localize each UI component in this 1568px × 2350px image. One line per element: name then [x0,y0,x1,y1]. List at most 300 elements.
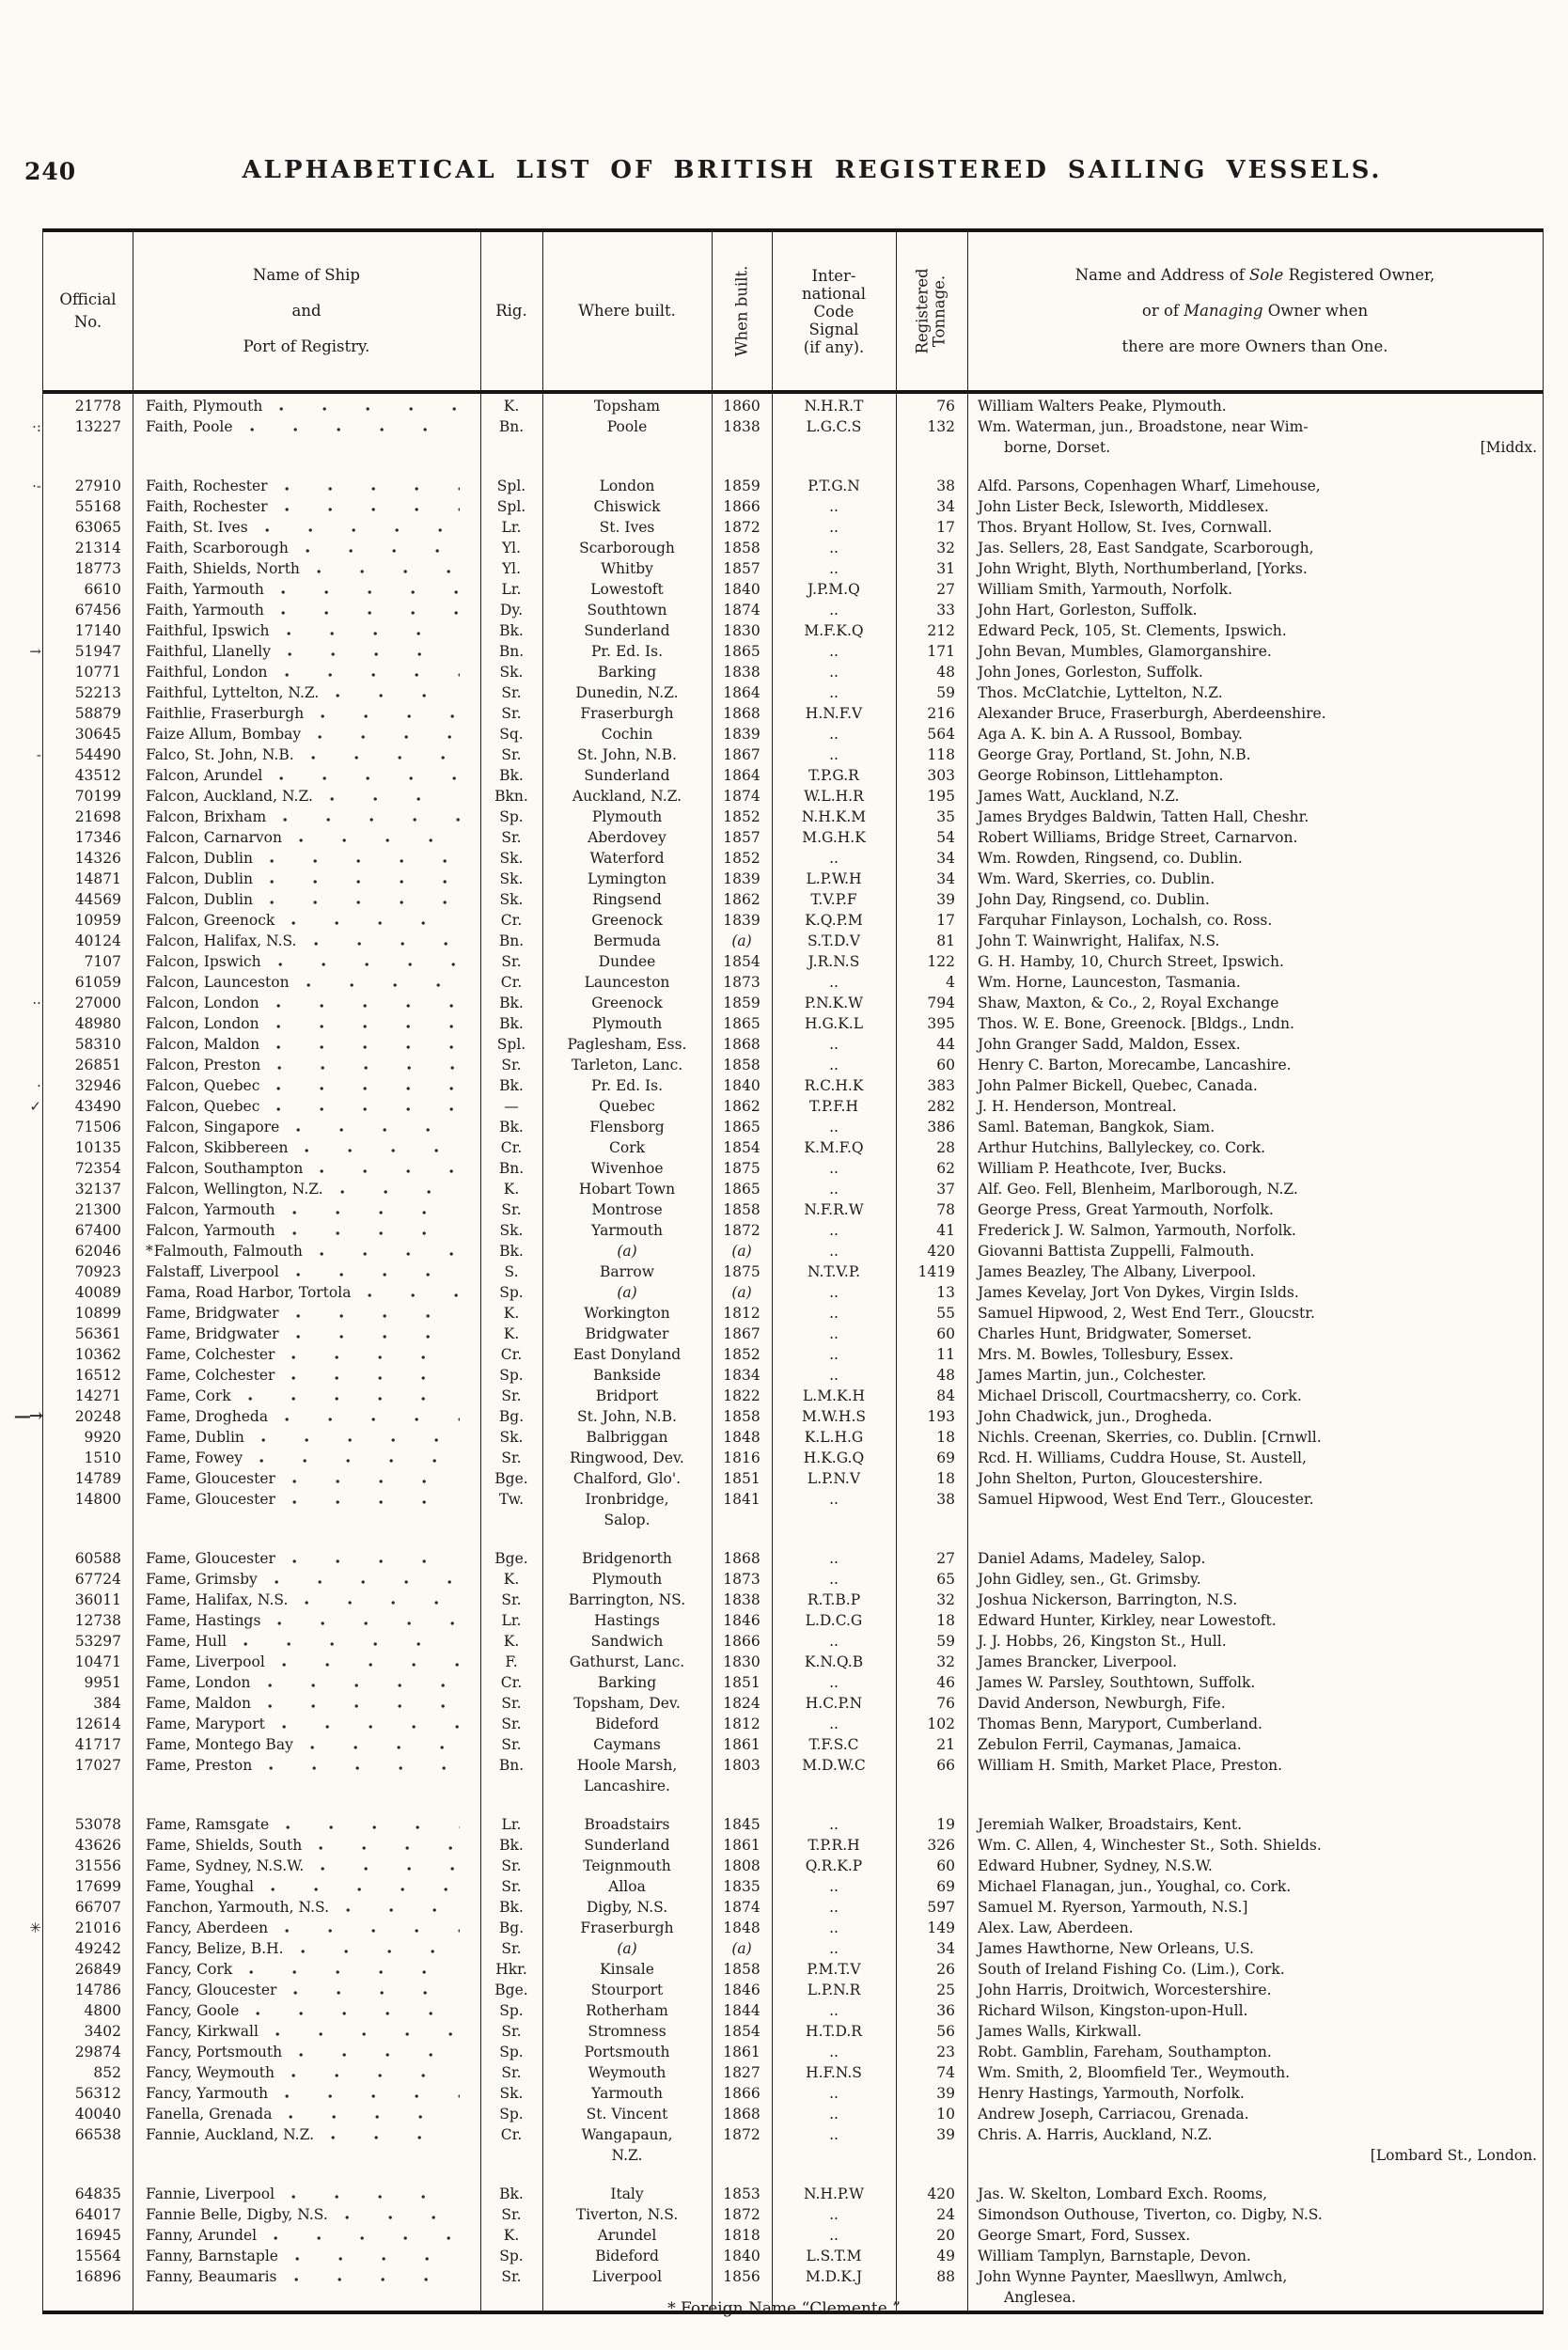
ship-name: Falcon, Halifax, N.S. [133,931,480,951]
code-signal: T.V.P.F [810,891,857,908]
tonnage: 38 [936,478,955,494]
when-built: 1841 [723,1491,760,1508]
tonnage: 420 [927,2186,955,2202]
when-built: 1861 [723,1837,760,1854]
dot-leader [321,1866,460,1872]
rig: Sr. [501,1878,522,1895]
official-no: ·· 27000 [32,995,121,1011]
code-signal: .. [829,2002,839,2019]
code-signal: .. [829,560,839,577]
table-row [43,1158,1543,1179]
rig: Bge. [494,1470,528,1487]
tonnage: 88 [936,2268,955,2285]
dot-leader [291,2194,460,2200]
code-signal: K.L.H.G [804,1429,864,1446]
table-row [43,1755,1543,1796]
where-built: Broadstairs [584,1816,670,1833]
where-built: Dunedin, N.Z. [575,684,679,701]
where-built: St. John, N.B. [577,1408,677,1425]
code-signal: .. [829,684,839,701]
dot-leader [291,1375,460,1381]
table-row [43,1137,1543,1158]
owner: John T. Wainwright, Halifax, N.S. [978,932,1220,949]
ship-name: Faize Allum, Bombay [133,724,480,744]
when-built: 1852 [723,1346,760,1363]
dot-leader [271,1887,460,1892]
ship-name: Fame, Colchester [133,1365,480,1386]
when-built: 1840 [723,1077,760,1094]
dot-leader [306,548,460,554]
tonnage: 27 [936,1550,955,1567]
official-no: 67456 [74,602,121,619]
official-no: 10959 [74,912,121,929]
official-no: 15564 [74,2248,121,2264]
ship-name: Falcon, Auckland, N.Z. [133,786,480,807]
when-built: 1851 [723,1674,760,1691]
tonnage: 84 [936,1387,955,1404]
dot-leader [270,879,460,885]
tonnage: 60 [936,1857,955,1874]
code-signal: .. [829,1181,839,1198]
when-built: 1859 [723,995,760,1011]
when-built: 1827 [723,2064,760,2081]
margin-mark: ✳ [29,1919,41,1936]
header-text-vertical: Registered Tonnage. [914,268,949,354]
code-signal: L.P.W.H [806,870,862,887]
table-row [43,517,1543,538]
owner: South of Ireland Fishing Co. (Lim.), Cork. [978,1961,1285,1978]
rig: Sr. [501,1736,522,1753]
dot-leader [295,2256,460,2262]
dot-leader [268,1683,460,1688]
owner: George Gray, Portland, St. John, N.B. [978,746,1251,763]
code-signal: W.L.H.R [804,788,864,805]
ship-name: Falcon, Dublin [133,848,480,869]
dot-leader [296,1127,460,1133]
rig: Sp. [499,2002,524,2019]
where-built: Topsham [593,398,661,415]
when-built: 1874 [723,1899,760,1916]
ship-name: Falco, St. John, N.B. [133,744,480,765]
dot-leader [345,2215,460,2220]
where-built: Launceston [584,974,670,991]
table-row [43,1693,1543,1714]
official-no: 64835 [74,2186,121,2202]
when-built: 1830 [723,1653,760,1670]
tonnage: 21 [936,1736,955,1753]
table-row [43,1672,1543,1693]
owner: Alex. Law, Aberdeen. [978,1919,1134,1936]
where-built: Sunderland [584,767,670,784]
table-row [43,2124,1543,2166]
owner: John Chadwick, jun., Drogheda. [978,1408,1213,1425]
official-no: 384 [93,1695,121,1712]
owner: Arthur Hutchins, Ballyleckey, co. Cork. [978,1139,1266,1156]
code-signal: .. [829,974,839,991]
dot-leader [368,1292,460,1298]
rig: Sr. [501,2023,522,2040]
rig: K. [503,1181,520,1198]
code-signal: .. [829,2126,839,2143]
tonnage: 60 [936,1325,955,1342]
when-built: 1872 [723,1222,760,1239]
ship-name: Fanny, Barnstaple [133,2246,480,2266]
ship-name: Fame, London [133,1672,480,1693]
table-header-row [43,232,1543,394]
tonnage: 212 [927,622,955,639]
ship-name: Fannie Belle, Digby, N.S. [133,2204,480,2225]
dot-leader [292,1499,460,1505]
table-row [43,1590,1543,1610]
row-group [43,1546,1543,1799]
when-built: 1858 [723,540,760,556]
dot-leader [311,755,460,760]
official-no: 9951 [84,1674,121,1691]
header-text: Inter- [811,266,856,285]
table-row [43,703,1543,724]
owner: Richard Wilson, Kingston-upon-Hull. [978,2002,1248,2019]
rig: Bk. [499,1243,524,1260]
rig: K. [503,1325,520,1342]
where-built: Cork [609,1139,645,1156]
code-signal: T.P.G.R [808,767,859,784]
when-built: 1873 [723,974,760,991]
table-row [43,931,1543,951]
when-built: 1824 [723,1695,760,1712]
owner: Chris. A. Harris, Auckland, N.Z. [Lombard St., London. [978,2126,1537,2164]
table-row [32,993,1543,1013]
when-built: 1830 [723,622,760,639]
rig: Sr. [501,684,522,701]
ship-name: Fame, Hull [133,1631,480,1652]
code-signal: .. [829,602,839,619]
tonnage: 1419 [917,1263,955,1280]
owner: Aga A. K. bin A. A Russool, Bombay. [978,726,1243,743]
dot-leader [305,1148,460,1153]
tonnage: 383 [927,1077,955,1094]
code-signal: M.D.K.J [805,2268,863,2285]
owner: William Tamplyn, Barnstaple, Devon. [978,2248,1251,2264]
tonnage: 18 [936,1470,955,1487]
tonnage: 303 [927,767,955,784]
tonnage: 34 [936,870,955,887]
when-built: 1818 [723,2227,760,2244]
where-built: Workington [584,1305,670,1322]
dot-leader [320,1251,460,1257]
tonnage: 60 [936,1057,955,1073]
table-row [43,1814,1543,1835]
tonnage: 48 [936,664,955,681]
when-built: 1857 [723,829,760,846]
where-built: Portsmouth [584,2044,670,2060]
rig: Bkn. [494,788,528,805]
rig: Sr. [501,1857,522,1874]
where-built: Dundee [598,953,656,970]
when-built: 1839 [723,726,760,743]
code-signal: .. [829,1036,839,1053]
when-built: 1839 [723,912,760,929]
where-built: Stromness [588,2023,666,2040]
owner: John Shelton, Purton, Gloucestershire. [978,1470,1263,1487]
ship-name: Falcon, Maldon [133,1034,480,1055]
ship-name: Fame, Cork [133,1386,480,1406]
official-no: 16512 [74,1367,121,1384]
rig: Sp. [499,2044,524,2060]
ship-name: Fancy, Kirkwall [133,2021,480,2042]
table-row [43,1714,1543,1734]
when-built: 1861 [723,1736,760,1753]
rig: Bk. [499,1119,524,1136]
tonnage: 41 [936,1222,955,1239]
official-no: 10899 [74,1305,121,1322]
when-built: 1865 [723,1119,760,1136]
official-no: 16945 [74,2227,121,2244]
official-no: 17027 [74,1757,121,1774]
dot-leader [296,1334,460,1340]
owner: James Walls, Kirkwall. [978,2023,1142,2040]
code-signal: .. [829,726,839,743]
table-row [43,827,1543,848]
where-built: Digby, N.S. [586,1899,668,1916]
owner: Daniel Adams, Madeley, Salop. [978,1550,1206,1567]
owner: Jeremiah Walker, Broadstairs, Kent. [978,1816,1243,1833]
when-built: 1867 [723,1325,760,1342]
official-no: 58310 [74,1036,121,1053]
rig: Yl. [501,540,522,556]
when-built: 1865 [723,643,760,660]
table-row [43,1199,1543,1220]
official-no: 43512 [74,767,121,784]
official-no: 66707 [74,1899,121,1916]
col-header-tonnage [896,232,967,390]
where-built: Southtown [587,602,667,619]
code-signal: K.N.Q.B [804,1653,864,1670]
official-no: 43626 [74,1837,121,1854]
when-built: 1838 [723,1591,760,1608]
table-row [32,416,1543,458]
owner: John Lister Beck, Isleworth, Middlesex. [978,498,1269,515]
owner: Rcd. H. Williams, Cuddra House, St. Austell, [978,1449,1307,1466]
dot-leader [268,1703,460,1709]
where-built: Scarborough [579,540,675,556]
code-signal: N.H.R.T [804,398,864,415]
when-built: 1864 [723,767,760,784]
where-built: Kinsale [600,1961,654,1978]
table-row [43,579,1543,600]
official-no: 21698 [74,808,121,825]
margin-mark: ·: [32,418,41,435]
official-no: ·: 13227 [32,418,121,435]
tonnage: 24 [936,2206,955,2223]
when-built: 1853 [723,2186,760,2202]
rig: Sr. [501,1387,522,1404]
table-row [43,2184,1543,2204]
owner: John Hart, Gorleston, Suffolk. [978,602,1198,619]
code-signal: M.G.H.K [802,829,866,846]
ship-name: Faith, Yarmouth [133,579,480,600]
table-row [43,765,1543,786]
owner: John Day, Ringsend, co. Dublin. [978,891,1210,908]
owner: Frederick J. W. Salmon, Yarmouth, Norfolk. [978,1222,1296,1239]
ship-name: Fancy, Gloucester [133,1980,480,2000]
dot-leader [289,2114,460,2120]
when-built: 1858 [723,1057,760,1073]
rig: Bk. [499,767,524,784]
official-no: 14871 [74,870,121,887]
tonnage: 17 [936,912,955,929]
official-no: 12738 [74,1612,121,1629]
when-built: 1858 [723,1961,760,1978]
code-signal: N.T.V.P. [807,1263,861,1280]
official-no: 852 [93,2064,121,2081]
where-built: Teignmouth [583,1857,671,1874]
dot-leader [265,527,460,533]
table-row [43,1959,1543,1980]
table-row [13,1406,1543,1427]
code-signal: .. [829,1305,839,1322]
owner: Wm. Horne, Launceston, Tasmania. [978,974,1241,991]
table-row [43,1610,1543,1631]
rig: K. [503,1633,520,1650]
where-built: Greenock [591,912,663,929]
where-built: Liverpool [591,2268,663,2285]
where-built: Bridgwater [585,1325,669,1342]
margin-mark: ·· [32,995,41,1011]
code-signal: P.T.G.N [808,478,860,494]
dot-leader [287,631,460,636]
table-row [43,2225,1543,2246]
dot-leader [293,1990,460,1996]
dot-leader [250,427,460,432]
header-text: Signal [808,320,859,338]
dot-leader [292,1210,460,1215]
where-built: Wivenhoe [590,1160,664,1177]
ship-name: Faithful, London [133,662,480,682]
col-header-when-built [712,232,772,390]
tonnage: 34 [936,498,955,515]
where-built: East Donyland [572,1346,682,1363]
tonnage: 38 [936,1491,955,1508]
where-built: Hobart Town [578,1181,676,1198]
dot-leader [299,838,460,843]
owner: George Robinson, Littlehampton. [978,767,1224,784]
tonnage: 23 [936,2044,955,2060]
where-built: Plymouth [591,808,663,825]
tonnage: 282 [927,1098,955,1115]
table-body [13,394,1543,2311]
table-row [43,1034,1543,1055]
table-row [43,682,1543,703]
tonnage: 76 [936,1695,955,1712]
dot-leader [279,406,460,412]
foreign-name-asterisk: * [146,1243,153,1260]
header-text: Rig. [495,302,527,320]
when-built: 1808 [723,1857,760,1874]
owner: John Wynne Paynter, Maesllwyn, Amlwch, Anglesea. [978,2268,1288,2306]
tonnage: 32 [936,1653,955,1670]
tonnage: 102 [927,1716,955,1732]
when-built: 1872 [723,519,760,536]
when-built: 1852 [723,808,760,825]
official-no: 63065 [74,519,121,536]
ship-name: Fame, Maldon [133,1693,480,1714]
where-built: Plymouth [591,1571,663,1588]
col-header-official-no [43,232,133,390]
tonnage: 26 [936,1961,955,1978]
table-row [43,2000,1543,2021]
official-no: 58879 [74,705,121,722]
rig: Bn. [498,418,525,435]
official-no: 10362 [74,1346,121,1363]
official-no: 16896 [74,2268,121,2285]
official-no: 7107 [84,953,121,970]
ship-name: Falcon, Skibbereen [133,1137,480,1158]
code-signal: H.T.D.R [806,2023,862,2040]
where-built: Alloa [608,1878,646,1895]
footnote: * Foreign Name “Clemente.” [667,2299,901,2318]
dot-leader [317,569,460,574]
dot-leader [248,1396,460,1402]
table-row [43,724,1543,744]
where-built: Pr. Ed. Is. [590,643,664,660]
when-built: 1848 [723,1429,760,1446]
table-row [43,1386,1543,1406]
when-built: 1857 [723,560,760,577]
rig: Sk. [499,870,524,887]
where-built: Bideford [595,2248,659,2264]
ship-name: Fame, Fowey [133,1448,480,1468]
ship-name: Faithful, Llanelly [133,641,480,662]
table-row [43,889,1543,910]
table-row [36,744,1543,765]
where-built: Italy [610,2186,644,2202]
table-row [43,1344,1543,1365]
code-signal: L.D.C.G [805,1612,863,1629]
code-signal: .. [829,1284,839,1301]
tonnage: 48 [936,1367,955,1384]
dot-leader [249,1969,460,1975]
official-no: 49242 [74,1940,121,1957]
when-built: 1838 [723,664,760,681]
ship-name: Fame, Maryport [133,1714,480,1734]
where-built: Hastings [594,1612,660,1629]
table-row [43,1427,1543,1448]
dot-leader [270,858,460,864]
dot-leader [281,589,460,595]
official-no: 29874 [74,2044,121,2060]
ship-name: *Falmouth, Falmouth [133,1241,480,1261]
dot-leader [275,2031,460,2037]
when-built: 1812 [723,1716,760,1732]
tonnage: 27 [936,581,955,598]
where-built: Montrose [591,1201,663,1218]
when-built: 1866 [723,498,760,515]
rig: Lr. [501,519,522,536]
owner: Zebulon Ferril, Caymanas, Jamaica. [978,1736,1242,1753]
owner: Wm. Waterman, jun., Broadstone, near Wim- borne, Dorset. [Middx. [978,418,1537,456]
official-no: 72354 [74,1160,121,1177]
rig: Sr. [501,1591,522,1608]
where-built: Gathurst, Lanc. [569,1653,685,1670]
where-built: Flensborg [589,1119,665,1136]
dot-leader [285,507,460,512]
owner: Robert Williams, Bridge Street, Carnarvon. [978,829,1298,846]
owner: John Harris, Droitwich, Worcestershire. [978,1982,1272,1998]
table-row [43,1220,1543,1241]
table-row [43,786,1543,807]
rig: Tw. [498,1491,525,1508]
dot-leader [292,1479,460,1484]
